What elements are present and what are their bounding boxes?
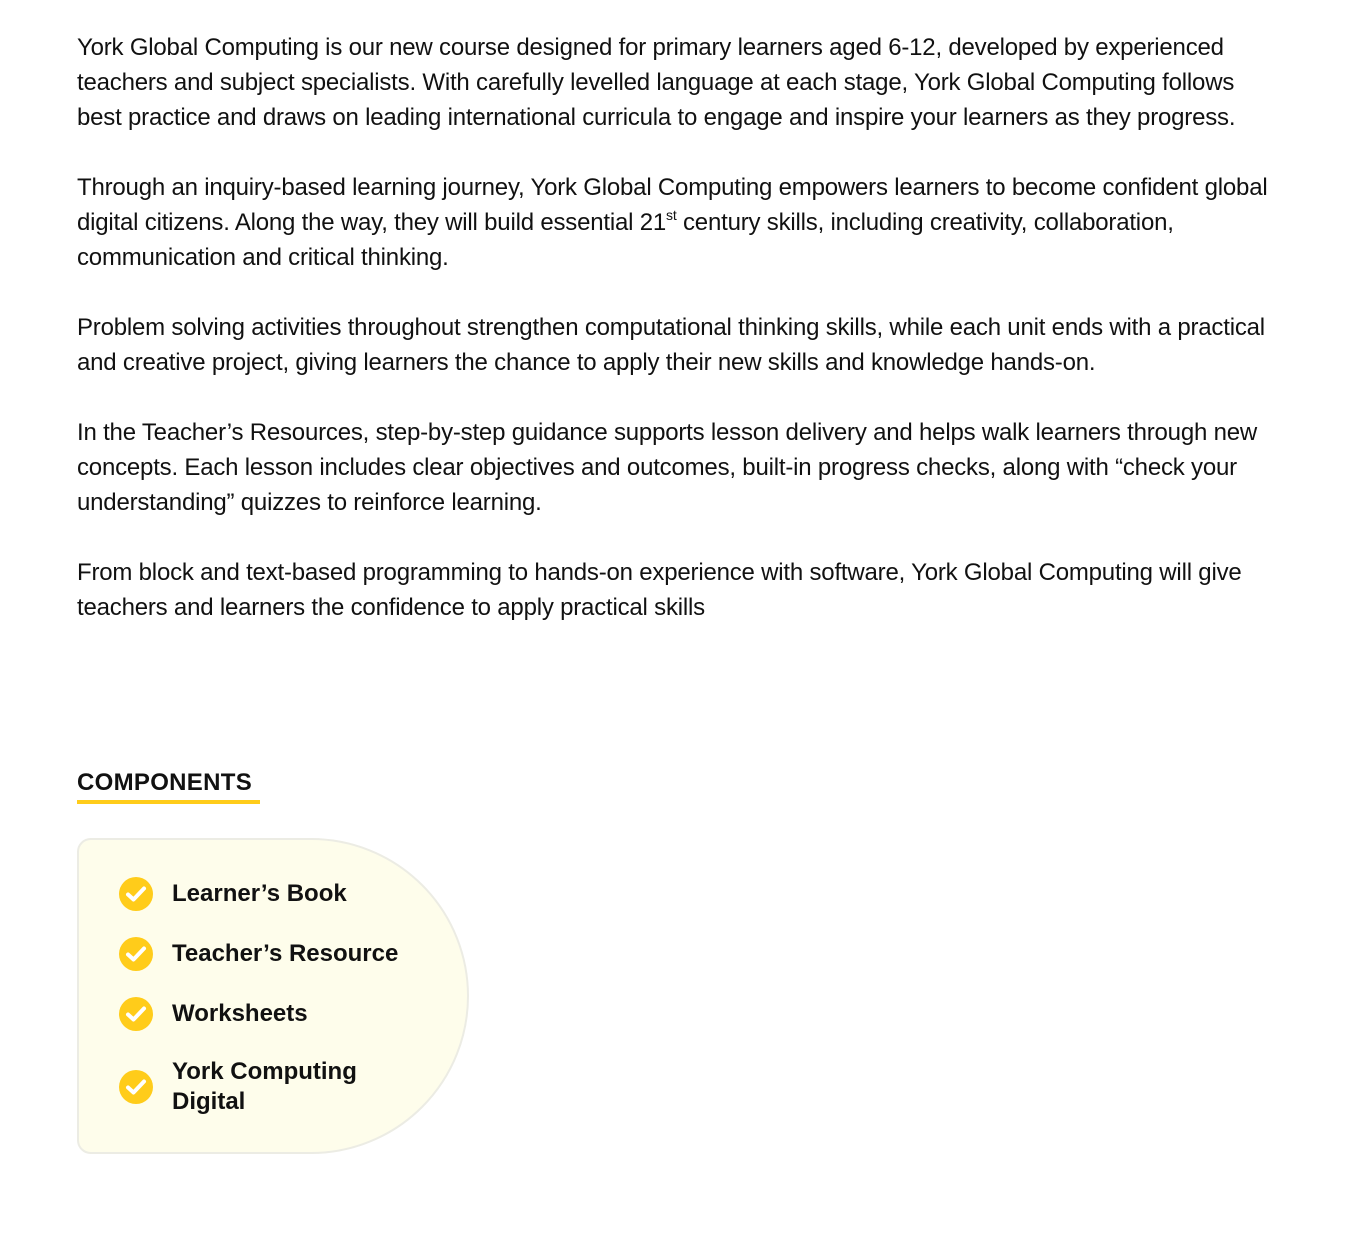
component-label-line-1: York Computing bbox=[172, 1058, 357, 1085]
components-card bbox=[77, 838, 469, 1154]
component-label-line-2: Digital bbox=[172, 1088, 246, 1115]
description-paragraph-2 bbox=[77, 170, 1277, 275]
check-circle-icon bbox=[119, 997, 153, 1031]
component-item-york-computing-digital bbox=[119, 1057, 357, 1117]
paragraph-2-text-before: Through an inquiry-based learning journey, York Global Computing empowers learners to become confident global digital citizens. Along the way, they will build essential 21 bbox=[77, 174, 1268, 236]
description-paragraph-1: York Global Computing is our new course designed for primary learners aged 6-12, developed by experienced teachers and subject specialists. With carefully levelled language at each stage, York Global Computing follows best practice and draws on leading international curricula to engage and inspire your learners as they progress. bbox=[77, 34, 1236, 131]
component-item-worksheets bbox=[119, 997, 308, 1031]
check-circle-icon bbox=[119, 877, 153, 911]
course-description bbox=[77, 30, 1277, 660]
description-paragraph-3: Problem solving activities throughout strengthen computational thinking skills, while each unit ends with a practical and creative project, giving learners the chance to apply their new skills and knowledge hands-on. bbox=[77, 314, 1265, 376]
check-circle-icon bbox=[119, 1070, 153, 1104]
component-label bbox=[172, 1057, 357, 1117]
component-label: Teacher’s Resource bbox=[172, 940, 399, 967]
description-paragraph-5: From block and text-based programming to hands-on experience with software, York Global Computing will give teachers and learners the confidence to apply practical skills bbox=[77, 559, 1242, 621]
ordinal-superscript: st bbox=[666, 207, 677, 223]
component-item-learners-book bbox=[119, 877, 347, 911]
components-heading: COMPONENTS bbox=[77, 768, 260, 804]
description-paragraph-4: In the Teacher’s Resources, step-by-step guidance supports lesson delivery and helps walk learners through new concepts. Each lesson includes clear objectives and outcomes, built-in progress checks, along with “check your understanding” quizzes to reinforce learning. bbox=[77, 419, 1258, 516]
component-label: Worksheets bbox=[172, 1000, 308, 1027]
paragraph-2-text-after: century skills, including creativity, collaboration, communication and critical thinking. bbox=[77, 209, 1174, 271]
check-circle-icon bbox=[119, 937, 153, 971]
component-label: Learner’s Book bbox=[172, 880, 347, 907]
component-item-teachers-resource bbox=[119, 937, 398, 971]
